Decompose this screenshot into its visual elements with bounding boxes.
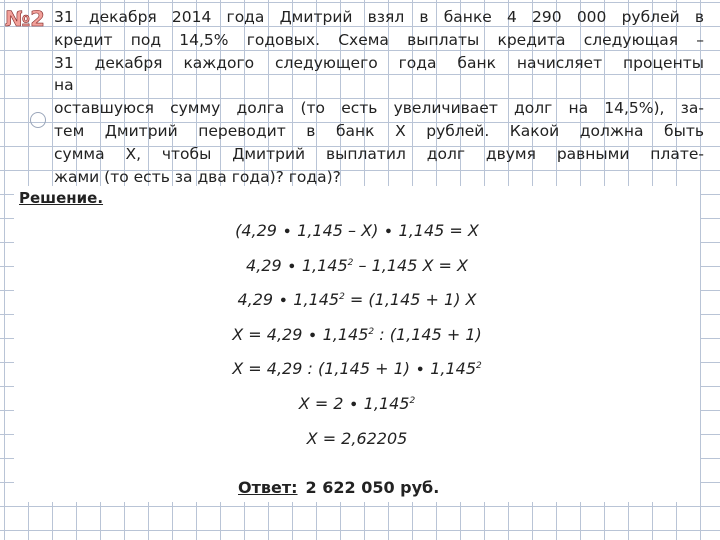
equation-tail: = (1,145 + 1) X xyxy=(344,290,477,310)
answer-value: 2 622 050 руб. xyxy=(305,478,440,497)
equation-text: X = 2 ∙ 1,145 xyxy=(298,393,410,413)
equation-exponent: 2 xyxy=(476,361,482,372)
problem-line: на xyxy=(54,76,74,95)
equation-text: 4,29 ∙ 1,145 xyxy=(237,290,340,310)
equation-line xyxy=(14,389,700,424)
solution-heading: Решение. xyxy=(19,189,104,207)
equation-exponent: 2 xyxy=(339,292,345,303)
equation-line xyxy=(14,354,700,389)
solution-panel xyxy=(14,186,700,502)
problem-line: кредит под 14,5% годовых. Схема выплаты кредита следующая – xyxy=(54,30,704,49)
problem-line: 31 декабря каждого следующего года банк начисляет проценты xyxy=(54,53,704,72)
equation-tail: – 1,145 X = X xyxy=(353,255,468,275)
equation-line xyxy=(14,424,700,459)
problem-line: жами (то есть за два года)? года)? xyxy=(54,167,341,186)
problem-statement xyxy=(54,6,704,188)
equation-line xyxy=(14,285,700,320)
equation-exponent: 2 xyxy=(409,395,416,406)
problem-line: сумма X, чтобы Дмитрий выплатил долг двумя равными плате- xyxy=(54,144,704,163)
equation-text: 4,29 ∙ 1,145 xyxy=(246,255,348,275)
equation-tail: : (1,145 + 1) xyxy=(374,324,482,344)
equation-line xyxy=(14,251,700,286)
answer-label: Ответ: xyxy=(238,478,298,497)
equation-text: X = 2,62205 xyxy=(306,428,408,448)
answer xyxy=(238,478,439,497)
problem-number: №2 xyxy=(5,7,45,31)
equation-text: (4,29 ∙ 1,145 – X) ∙ 1,145 = X xyxy=(235,221,479,240)
equation-line xyxy=(14,216,700,251)
equation-exponent: 2 xyxy=(347,257,354,268)
notebook-margin-circle xyxy=(30,112,46,128)
problem-line: 31 декабря 2014 года Дмитрий взял в банке 4 290 000 рублей в xyxy=(54,8,704,26)
equation-list xyxy=(14,216,700,458)
problem-line: оставшуюся сумму долга (то есть увеличивает долг на 14,5%), за- xyxy=(54,99,704,118)
equation-line xyxy=(14,320,700,355)
equation-text: X = 4,29 : (1,145 + 1) ∙ 1,145 xyxy=(232,359,477,379)
equation-exponent: 2 xyxy=(368,326,375,337)
equation-text: X = 4,29 ∙ 1,145 xyxy=(232,324,369,344)
problem-line: тем Дмитрий переводит в банк X рублей. Какой должна быть xyxy=(54,121,704,140)
